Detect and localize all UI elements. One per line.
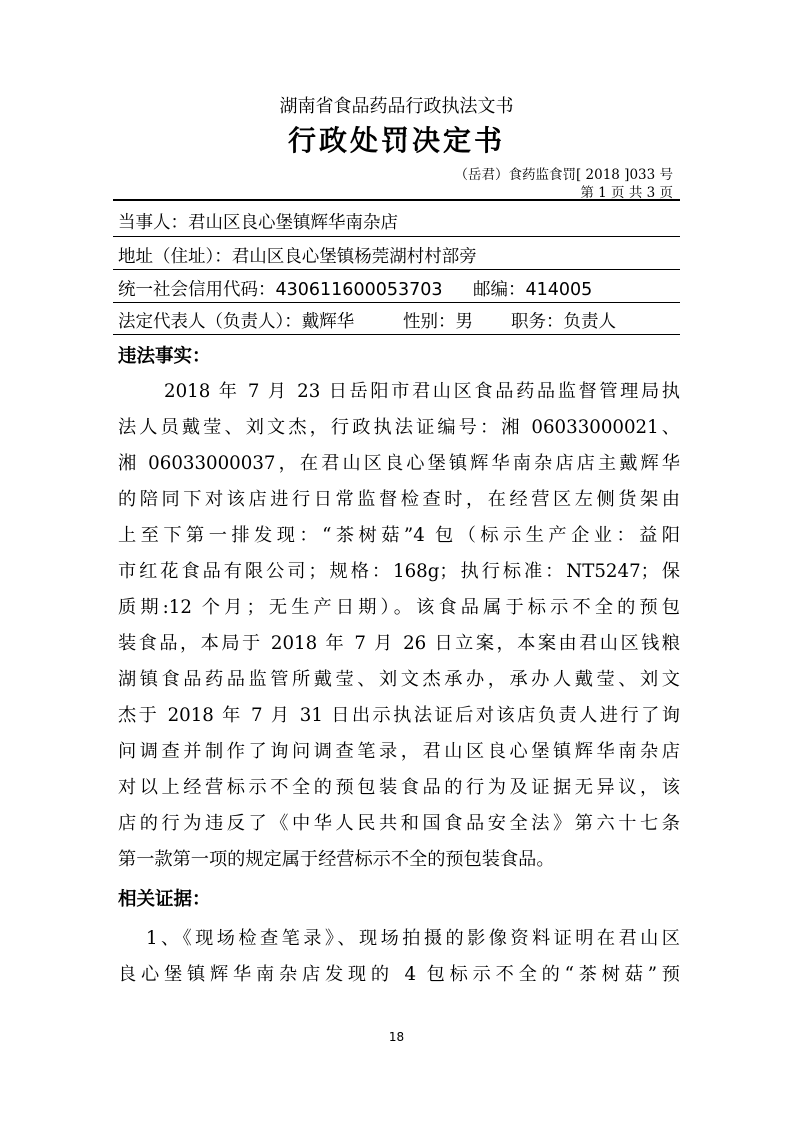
facts-line: 第一款第一项的规定属于经营标示不全的预包装食品。 <box>118 849 555 870</box>
representative-label: 法定代表人（负责人）： <box>118 312 302 332</box>
address-divider <box>113 269 680 270</box>
duty-value: 负责人 <box>563 312 616 332</box>
gender-row <box>403 308 473 333</box>
facts-line: 问调查并制作了询问调查笔录，君山区良心堡镇辉华南杂店 <box>118 741 680 762</box>
representative-row <box>118 308 354 333</box>
facts-line: 湖镇食品药品监管所戴莹、刘文杰承办，承办人戴莹、刘文 <box>118 669 680 690</box>
postal-code-label: 邮编： <box>473 280 526 300</box>
header-divider <box>113 199 680 201</box>
facts-line: 2018 年 7 月 23 日岳阳市君山区食品药品监督管理局执 <box>164 381 680 402</box>
facts-line: 对以上经营标示不全的预包装食品的行为及证据无异议，该 <box>118 777 680 798</box>
duty-row <box>511 308 616 333</box>
facts-heading: 违法事实： <box>118 346 211 367</box>
evidence-line: 良心堡镇辉华南杂店发现的 4 包标示不全的“茶树菇”预 <box>118 964 680 985</box>
facts-line: 店的行为违反了《中华人民共和国食品安全法》第六十七条 <box>118 813 680 834</box>
evidence-heading: 相关证据： <box>118 889 211 910</box>
facts-line: 市红花食品有限公司；规格：168g；执行标准：NT5247；保 <box>118 561 680 582</box>
gender-value: 男 <box>455 312 473 332</box>
facts-line: 湘 06033000037，在君山区良心堡镇辉华南杂店店主戴辉华 <box>118 453 680 474</box>
facts-line: 质期:12 个月；无生产日期）。该食品属于标示不全的预包 <box>118 597 680 618</box>
evidence-line: 1、《现场检查笔录》、现场拍摄的影像资料证明在君山区 <box>146 928 680 949</box>
credit-divider <box>113 302 680 303</box>
page-count: 第 1 页 共 3 页 <box>580 185 673 201</box>
postal-code-row <box>473 276 592 301</box>
page-number: 18 <box>388 1030 405 1044</box>
document-number: （岳君）食药监食罚[ 2018 ]033 号 <box>454 167 673 183</box>
facts-line: 杰于 2018 年 7 月 31 日出示执法证后对该店负责人进行了询 <box>118 705 680 726</box>
postal-code-value: 414005 <box>525 280 593 300</box>
duty-label: 职务： <box>511 312 564 332</box>
facts-line: 上至下第一排发现：“茶树菇”4 包（标示生产企业：益阳 <box>118 525 680 546</box>
party-address: 地址（住址）：君山区良心堡镇杨莞湖村村部旁 <box>118 247 477 267</box>
facts-line: 装食品，本局于 2018 年 7 月 26 日立案，本案由君山区钱粮 <box>118 633 680 654</box>
representative-name: 戴辉华 <box>301 312 355 332</box>
credit-code-row <box>118 276 443 301</box>
credit-code-label: 统一社会信用代码： <box>118 280 276 300</box>
gender-label: 性别： <box>403 312 456 332</box>
document-type: 湖南省食品药品行政执法文书 <box>279 96 514 117</box>
party-name: 当事人：君山区良心堡镇辉华南杂店 <box>118 213 398 233</box>
representative-divider <box>113 334 680 335</box>
party-divider <box>113 236 680 237</box>
facts-line: 法人员戴莹、刘文杰，行政执法证编号：湘 06033000021、 <box>118 417 680 438</box>
facts-line: 的陪同下对该店进行日常监督检查时，在经营区左侧货架由 <box>118 489 680 510</box>
credit-code-value: 430611600053703 <box>275 280 443 300</box>
document-title: 行政处罚决定书 <box>287 124 505 157</box>
